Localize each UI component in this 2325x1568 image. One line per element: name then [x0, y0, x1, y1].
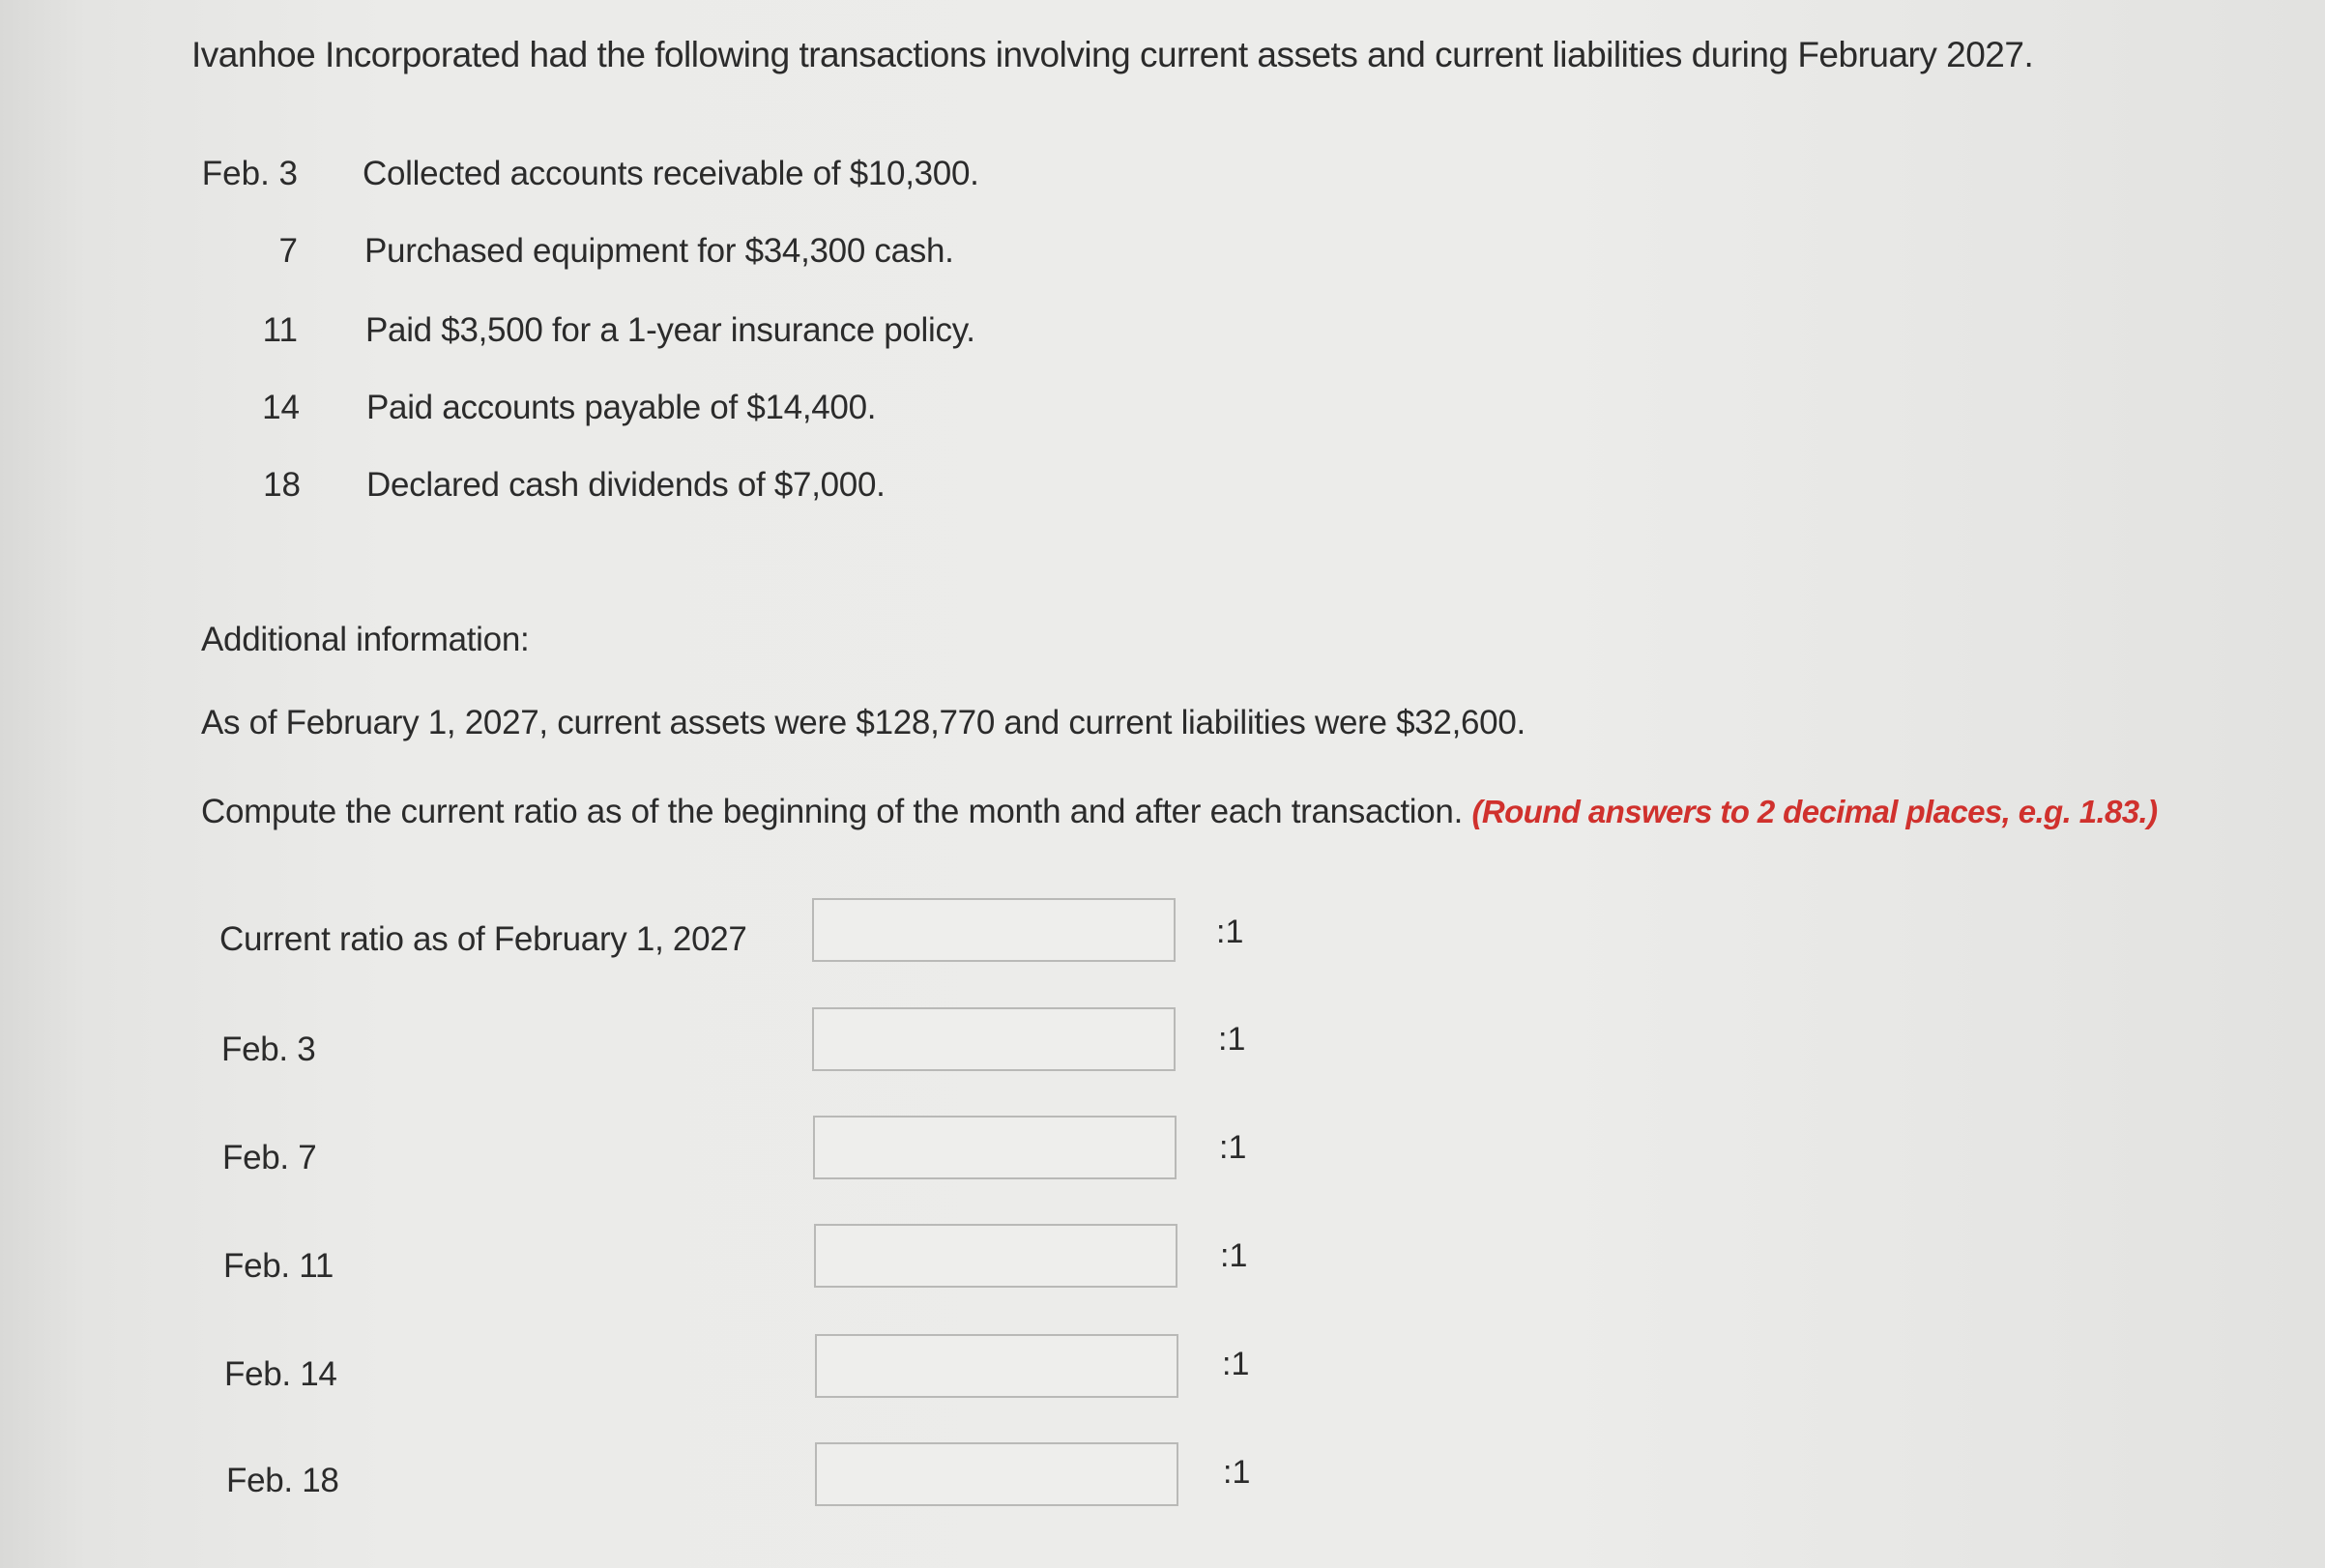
current-ratio-feb-18-input[interactable] [815, 1442, 1178, 1506]
transaction-description: Declared cash dividends of $7,000. [366, 466, 886, 504]
row-label: Feb. 3 [221, 1031, 316, 1068]
ratio-suffix: :1 [1222, 1346, 1250, 1382]
instruction-text: Compute the current ratio as of the beginning of the month and after each transaction. [201, 793, 1464, 830]
row-label: Feb. 11 [223, 1247, 334, 1285]
transaction-date: 11 [262, 311, 298, 349]
rounding-note: (Round answers to 2 decimal places, e.g. 1.83.) [1471, 794, 2158, 829]
current-ratio-feb-11-input[interactable] [814, 1224, 1177, 1288]
row-label: Feb. 18 [226, 1462, 339, 1499]
transaction-date: 14 [262, 389, 300, 426]
ratio-suffix: :1 [1223, 1454, 1251, 1491]
transaction-description: Collected accounts receivable of $10,300. [363, 155, 979, 192]
current-ratio-feb-1-input[interactable] [812, 898, 1176, 962]
current-ratio-feb-7-input[interactable] [813, 1116, 1177, 1179]
row-label: Current ratio as of February 1, 2027 [219, 920, 747, 958]
instruction [201, 793, 2158, 831]
additional-info-heading: Additional information: [201, 621, 530, 658]
additional-info-text: As of February 1, 2027, current assets were $128,770 and current liabilities were $32,600. [201, 704, 1526, 741]
transaction-date: 7 [278, 232, 298, 270]
problem-intro: Ivanhoe Incorporated had the following transactions involving current assets and current liabilities during February 2027. [191, 35, 2034, 74]
current-ratio-feb-14-input[interactable] [815, 1334, 1178, 1398]
transaction-description: Paid accounts payable of $14,400. [366, 389, 877, 426]
ratio-suffix: :1 [1218, 1021, 1246, 1058]
ratio-suffix: :1 [1220, 1237, 1248, 1274]
transaction-description: Purchased equipment for $34,300 cash. [364, 232, 954, 270]
current-ratio-feb-3-input[interactable] [812, 1007, 1176, 1071]
transaction-date: 18 [263, 466, 301, 504]
transaction-date: Feb. 3 [201, 155, 298, 192]
ratio-suffix: :1 [1216, 914, 1244, 950]
ratio-suffix: :1 [1219, 1129, 1247, 1166]
row-label: Feb. 14 [224, 1355, 337, 1393]
transaction-description: Paid $3,500 for a 1-year insurance policy. [365, 311, 975, 349]
row-label: Feb. 7 [222, 1139, 317, 1176]
